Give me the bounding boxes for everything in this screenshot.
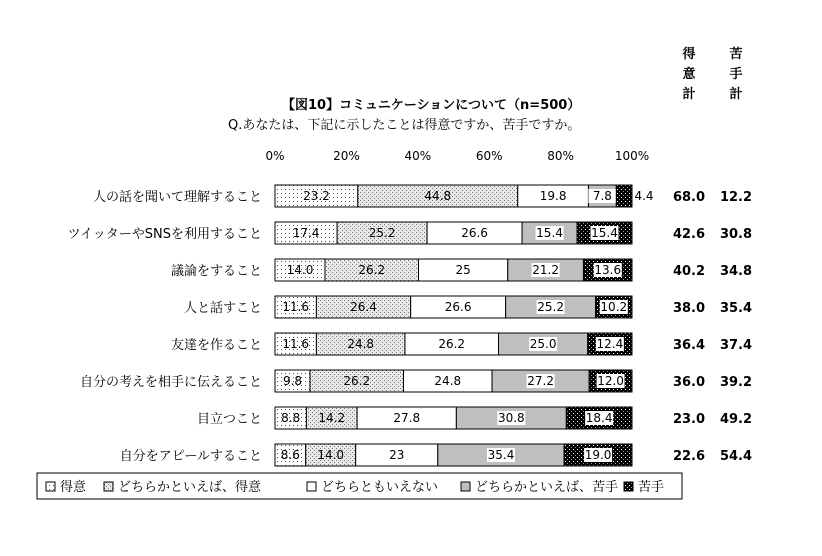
total-bad: 54.4 [719,449,753,464]
category-label: 人の話を聞いて理解すること [92,190,262,205]
data-label: 25.2 [537,300,564,314]
category-label: 友達を作ること [170,338,262,353]
totals-header-bad-2: 手 [729,67,743,82]
data-label: 15.4 [591,226,618,240]
category-label: 人と話すこと [183,301,262,316]
legend-label: どちらかといえば、得意 [118,480,262,495]
total-bad: 39.2 [719,375,753,390]
x-axis-ticks [265,149,649,163]
legend-swatch [624,482,633,491]
data-label: 26.2 [438,337,466,351]
legend-swatch [46,482,55,491]
data-label: 25.2 [368,226,396,240]
data-label: 23.2 [303,189,330,203]
legend-swatch [307,482,316,491]
x-tick-label: 60% [475,149,503,163]
total-bad: 35.4 [719,301,753,316]
x-tick-label: 80% [547,149,574,163]
category-label: 自分をアピールすること [119,449,262,464]
legend-swatch [461,482,470,491]
total-bad: 34.8 [719,264,753,279]
total-good: 68.0 [672,190,706,205]
totals-header-bad [729,46,742,102]
data-label: 26.6 [444,300,472,314]
totals-header-bad-1: 苦 [729,47,743,62]
legend-label: どちらともいえない [321,480,439,495]
data-label: 27.8 [393,411,421,425]
legend-label: どちらかといえば、苦手 [475,480,619,495]
total-bad: 37.4 [719,338,753,353]
chart-rows [68,185,752,466]
data-label: 11.6 [282,300,310,314]
totals-header-bad-3: 計 [729,87,743,102]
total-good: 38.0 [672,301,706,316]
data-label: 14.0 [317,448,345,462]
legend-label: 得意 [60,480,87,495]
data-label: 23 [389,448,405,462]
bar-segment [616,185,632,207]
chart-title: 【図10】コミュニケーションについて（n=500） [282,98,581,113]
legend [37,473,682,499]
totals-header-good-2: 意 [682,67,696,82]
data-label: 17.4 [292,226,320,240]
category-label: 議論をすること [170,264,262,279]
data-label: 19.0 [584,448,612,462]
data-label: 25.0 [529,337,557,351]
data-label: 10.2 [600,300,628,314]
data-label: 25 [455,263,471,277]
data-label: 12.4 [596,337,624,351]
data-label: 24.8 [434,374,462,388]
data-label: 11.6 [282,337,310,351]
data-label: 14.0 [286,263,314,277]
data-label: 30.8 [497,411,525,425]
total-good: 22.6 [672,449,706,464]
total-good: 36.4 [672,338,706,353]
total-good: 23.0 [672,412,706,427]
category-label: ツイッターやSNSを利用すること [67,227,262,242]
data-label: 8.6 [280,448,300,462]
data-label: 21.2 [532,263,559,277]
data-label: 15.4 [536,226,563,240]
x-tick-label: 40% [404,149,432,163]
total-bad: 12.2 [719,190,753,205]
x-tick-label: 100% [614,149,650,163]
total-good: 36.0 [672,375,706,390]
data-label: 12.0 [597,374,624,388]
data-label: 26.6 [461,226,488,240]
total-good: 40.2 [672,264,706,279]
data-label: 26.2 [343,374,371,388]
totals-header-good [682,46,695,102]
x-tick-label: 20% [333,149,360,163]
data-label: 14.2 [318,411,346,425]
data-label: 18.4 [585,411,613,425]
legend-label: 苦手 [638,480,665,495]
chart-subtitle: Q.あなたは、下記に示したことは得意ですか、苦手ですか。 [228,118,581,133]
data-label: 7.8 [592,189,612,203]
data-label: 35.4 [487,448,515,462]
totals-header-good-3: 計 [682,87,696,102]
data-label: 9.8 [282,374,303,388]
data-label: 26.4 [350,300,377,314]
legend-swatch [104,482,113,491]
total-bad: 30.8 [719,227,753,242]
data-label: 24.8 [347,337,375,351]
data-label: 19.8 [539,189,567,203]
category-label: 目立つこと [196,412,262,427]
data-label: 4.4 [634,189,654,203]
data-label: 26.2 [358,263,386,277]
category-label: 自分の考えを相手に伝えること [79,375,262,390]
data-label: 44.8 [424,189,452,203]
data-label: 13.6 [594,263,622,277]
x-tick-label: 0% [265,149,285,163]
total-bad: 49.2 [719,412,753,427]
totals-header-good-1: 得 [682,47,696,62]
data-label: 8.8 [281,411,301,425]
data-label: 27.2 [527,374,554,388]
total-good: 42.6 [672,227,706,242]
